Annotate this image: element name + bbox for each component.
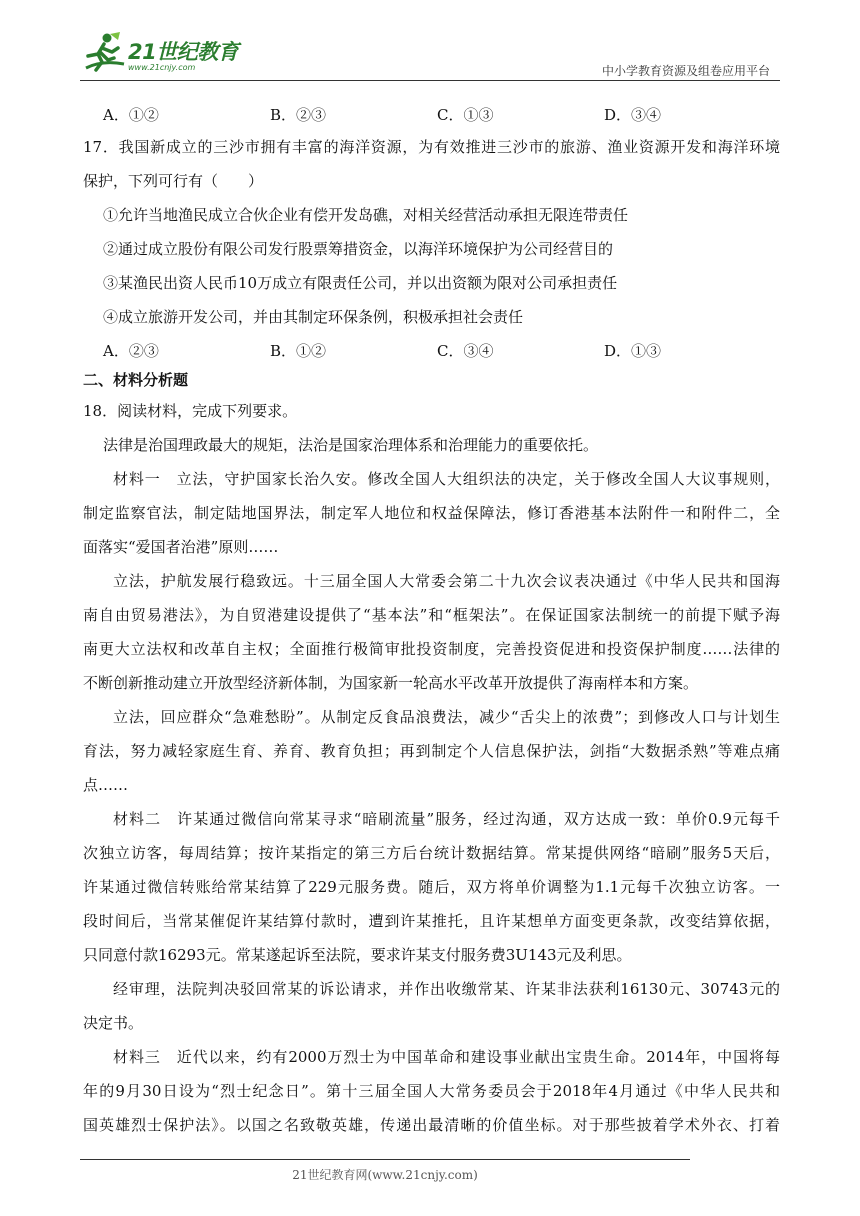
q18-line: 经审理，法院判决驳回常某的诉讼请求，并作出收缴常某、许某非法获利16130元、30743元的	[113, 980, 780, 998]
q17-option-d: D．①③	[604, 341, 662, 360]
q18-line: 面落实“爱国者治港”原则……	[83, 538, 279, 556]
q18-line: 南更大立法权和改革自主权；全面推行极简审批投资制度，完善投资促进和投资保护制度……法律的	[83, 640, 780, 658]
logo-url: www.21cnjy.com	[128, 63, 196, 72]
q17-item-3: ③某渔民出资人民币10万成立有限责任公司，并以出资额为限对公司承担责任	[103, 274, 618, 292]
q17-option-a: A．②③	[103, 341, 159, 360]
footer-divider	[80, 1159, 690, 1160]
q18-line: 次独立访客，每周结算；按许某指定的第三方后台统计数据结算。常某提供网络“暗刷”服务5天后，	[83, 844, 780, 862]
q18-stem: 18．阅读材料，完成下列要求。	[83, 402, 298, 420]
q18-line: 材料三 近代以来，约有2000万烈士为中国革命和建设事业献出宝贵生命。2014年，中国将每	[113, 1048, 780, 1066]
q18-line: 许某通过微信转账给常某结算了229元服务费。随后，双方将单价调整为1.1元每千次独立访客。一	[83, 878, 780, 896]
q17-option-c: C．③④	[437, 341, 494, 360]
q16-option-d: D．③④	[604, 105, 662, 124]
q18-line: 立法，回应群众“急难愁盼”。从制定反食品浪费法，减少“舌尖上的浓费”；到修改人口与计划生	[113, 708, 780, 726]
q18-line: 点……	[83, 776, 129, 794]
q17-options	[83, 334, 780, 366]
q18-line: 年的9月30日设为“烈士纪念日”。第十三届全国人大常务委员会于2018年4月通过《中华人民共和	[83, 1082, 780, 1100]
q17-stem-line-1: 17．我国新成立的三沙市拥有丰富的海洋资源，为有效推进三沙市的旅游、渔业资源开发和海洋环境	[83, 138, 780, 156]
q17-stem-line-2: 保护，下列可行有（ ）	[83, 172, 264, 190]
logo	[80, 30, 250, 80]
q18-line: 决定书。	[83, 1014, 144, 1032]
section-title: 二、材料分析题	[83, 371, 189, 389]
q18-line: 材料一 立法，守护国家长治久安。修改全国人大组织法的决定，关于修改全国人大议事规则，	[113, 470, 780, 488]
q18-line: 制定监察官法，制定陆地国界法，制定军人地位和权益保障法，修订香港基本法附件一和附件二，全	[83, 504, 780, 522]
q18-line: 立法，护航发展行稳致远。十三届全国人大常委会第二十九次会议表决通过《中华人民共和国海	[113, 572, 780, 590]
q17-item-4: ④成立旅游开发公司，并由其制定环保条例，积极承担社会责任	[103, 308, 524, 326]
document-body	[83, 98, 780, 1142]
platform-name: 中小学教育资源及组卷应用平台	[601, 64, 770, 78]
q18-line: 不断创新推动建立开放型经济新体制，为国家新一轮高水平改革开放提供了海南样本和方案。	[83, 674, 699, 692]
q16-option-b: B．②③	[270, 105, 327, 124]
q18-intro: 法律是治国理政最大的规矩，法治是国家治理体系和治理能力的重要依托。	[103, 436, 599, 454]
q18-line: 段时间后，当常某催促许某结算付款时，遭到许某推托，且许某想单方面变更条款，改变结算依据，	[83, 912, 780, 930]
q16-option-a: A．①②	[103, 105, 159, 124]
q18-line: 材料二 许某通过微信向常某寻求“暗刷流量”服务，经过沟通，双方达成一致：单价0.9元每千	[113, 810, 780, 828]
q17-item-2: ②通过成立股份有限公司发行股票筹措资金，以海洋环境保护为公司经营目的	[103, 240, 614, 258]
q16-option-c: C．①③	[437, 105, 494, 124]
runner-logo-icon	[80, 30, 126, 76]
q16-options	[83, 98, 780, 130]
header-divider	[80, 80, 780, 81]
q18-line: 南自由贸易港法》，为自贸港建设提供了“基本法”和“框架法”。在保证国家法制统一的前提下赋予海	[83, 606, 780, 624]
q18-line: 只同意付款16293元。常某遂起诉至法院，要求许某支付服务费3U143元及利思。	[83, 946, 632, 964]
logo-text: 21世纪教育	[128, 40, 239, 64]
q17-option-b: B．①②	[270, 341, 327, 360]
page-footer: 21世纪教育网(www.21cnjy.com)	[292, 1168, 478, 1182]
page-header	[0, 0, 860, 82]
q18-line: 育法，努力减轻家庭生育、养育、教育负担；再到制定个人信息保护法，剑指“大数据杀熟”等难点痛	[83, 742, 780, 760]
q17-item-1: ①允许当地渔民成立合伙企业有偿开发岛礁，对相关经营活动承担无限连带责任	[103, 206, 629, 224]
q18-line: 国英雄烈士保护法》。以国之名致敬英雄，传递出最清晰的价值坐标。对于那些披着学术外衣、打着	[83, 1116, 780, 1134]
